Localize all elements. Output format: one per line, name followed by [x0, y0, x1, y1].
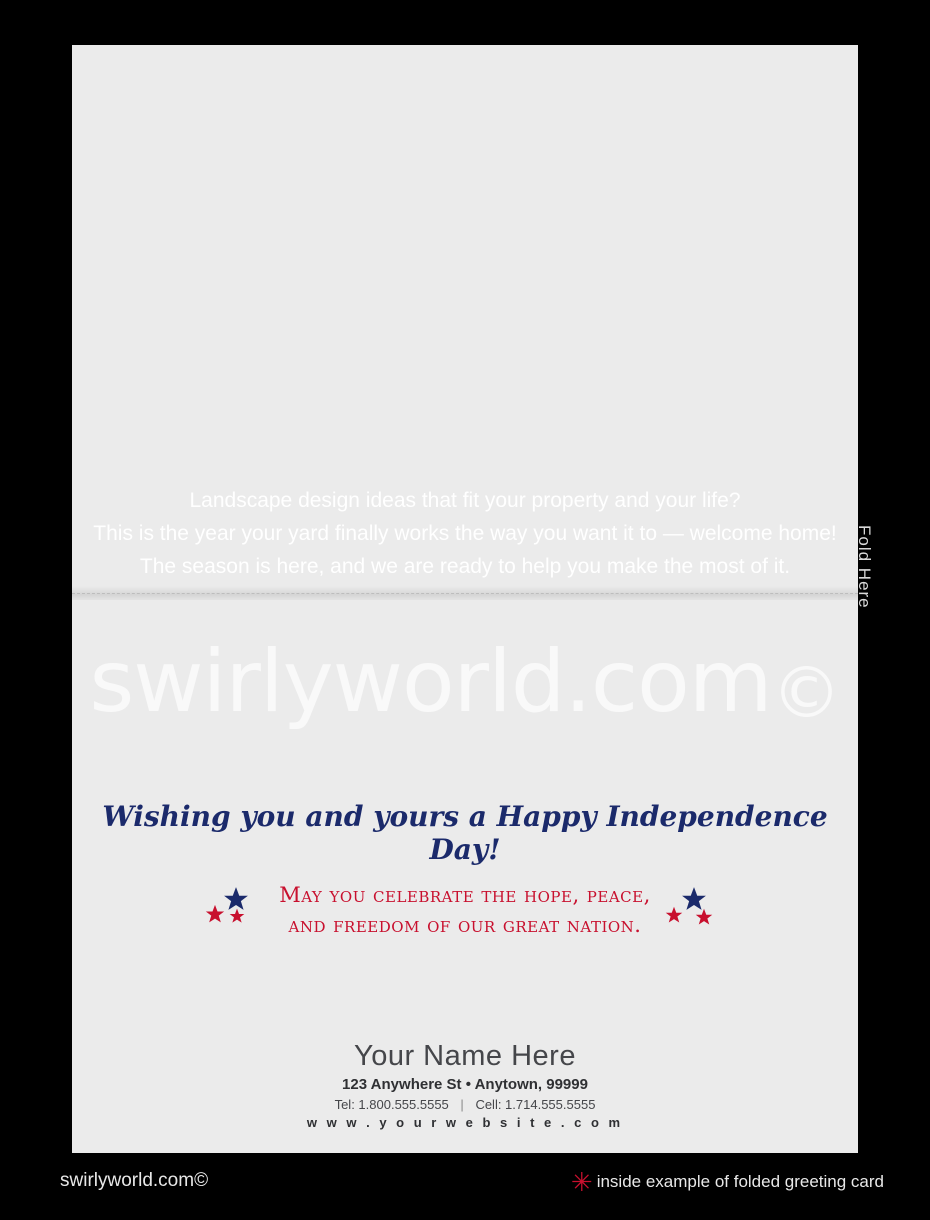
sender-name: Your Name Here [354, 1040, 576, 1072]
footer-caption: inside example of folded greeting card [596, 1172, 884, 1191]
fold-dashed-line [72, 593, 858, 594]
greeting-block [72, 800, 858, 940]
sender-address: 123 Anywhere St • Anytown, 99999 [342, 1076, 588, 1093]
top-message-line-2: This is the year your yard finally works the way you want it to — welcome home! [93, 522, 837, 545]
sender-tel: Tel: 1.800.555.5555 [334, 1097, 449, 1112]
greeting-card-page [72, 45, 858, 1153]
star-red-small-icon [229, 908, 245, 924]
star-cluster-right [665, 886, 725, 934]
greeting-subline-2: and freedom of our great nation. [288, 913, 642, 937]
footer-bar [0, 1160, 930, 1220]
star-cluster-left [205, 886, 265, 934]
sender-website: w w w . y o u r w e b s i t e . c o m [306, 1115, 624, 1130]
top-message-line-3: The season is here, and we are ready to help you make the most of it. [139, 555, 791, 578]
sender-cell: Cell: 1.714.555.5555 [475, 1097, 596, 1112]
signature-block [72, 1040, 858, 1130]
watermark-text: swirlyworld.com [89, 632, 772, 732]
greeting-subline-row [72, 880, 858, 940]
watermark-copyright-icon: © [771, 652, 841, 734]
sender-phones [72, 1097, 858, 1112]
star-red-icon [205, 904, 225, 924]
top-message-block [0, 484, 930, 583]
footer-brand: swirlyworld.com© [60, 1170, 209, 1191]
asterisk-icon: ✳ [570, 1166, 593, 1197]
greeting-subline-1: May you celebrate the hope, peace, [279, 883, 651, 907]
top-message-line-1: Landscape design ideas that fit your property and your life? [189, 489, 741, 512]
footer-caption-row [570, 1166, 884, 1197]
fold-here-label: Fold Here [855, 525, 874, 609]
star-red-small-icon [695, 908, 713, 926]
greeting-subline [279, 880, 651, 940]
watermark [0, 632, 930, 734]
greeting-headline: Wishing you and yours a Happy Independence Day! [102, 800, 828, 866]
star-red-icon [665, 906, 683, 924]
phone-separator: | [460, 1097, 464, 1112]
